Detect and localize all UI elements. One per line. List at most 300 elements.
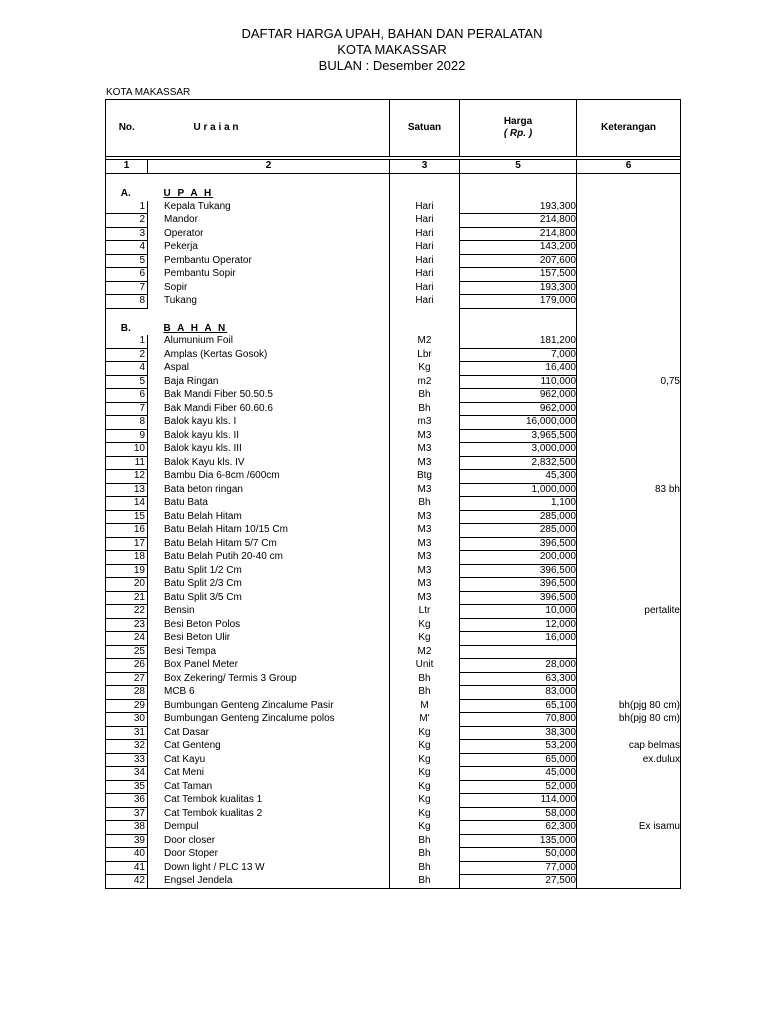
table-row bbox=[106, 632, 681, 646]
item-note: ex.dulux bbox=[577, 753, 681, 767]
item-price: 2,832,500 bbox=[460, 456, 577, 470]
item-name: Bumbungan Genteng Zincalume polos bbox=[164, 713, 335, 724]
item-unit: Bh bbox=[390, 834, 460, 848]
item-name: Batu Split 1/2 Cm bbox=[164, 564, 242, 576]
table-row bbox=[106, 848, 681, 862]
header-harga-unit: ( Rp. ) bbox=[503, 128, 533, 139]
document-city: KOTA MAKASSAR bbox=[337, 42, 447, 57]
item-price: 1,000,000 bbox=[460, 483, 577, 497]
item-number: 24 bbox=[106, 632, 148, 646]
item-unit: M3 bbox=[390, 551, 460, 565]
item-name: Besi Beton Ulir bbox=[164, 632, 231, 643]
spacer-cell bbox=[390, 308, 460, 323]
item-unit: M3 bbox=[390, 429, 460, 443]
item-price: 143,200 bbox=[460, 241, 577, 255]
item-name: Pembantu Operator bbox=[164, 254, 252, 266]
item-number: 11 bbox=[106, 456, 148, 470]
item-number: 35 bbox=[106, 780, 148, 794]
item-note bbox=[577, 524, 681, 538]
item-name: Kepala Tukang bbox=[164, 200, 231, 212]
item-number: 42 bbox=[106, 875, 148, 889]
item-unit: Kg bbox=[390, 794, 460, 808]
item-unit: Kg bbox=[390, 362, 460, 376]
item-unit: Kg bbox=[390, 632, 460, 646]
column-number: 3 bbox=[390, 160, 460, 174]
spacer-cell bbox=[106, 174, 148, 189]
item-number: 18 bbox=[106, 551, 148, 565]
item-unit: Bh bbox=[390, 389, 460, 403]
table-row bbox=[106, 551, 681, 565]
item-note: Ex isamu bbox=[577, 821, 681, 835]
item-note bbox=[577, 861, 681, 875]
table-row bbox=[106, 713, 681, 727]
spacer-cell bbox=[577, 174, 681, 189]
table-row bbox=[106, 443, 681, 457]
item-note bbox=[577, 456, 681, 470]
section-code: B. bbox=[106, 323, 148, 336]
item-name: Engsel Jendela bbox=[148, 875, 390, 889]
item-note: 0,75 bbox=[577, 375, 681, 389]
item-price: 1,100 bbox=[460, 497, 577, 511]
spacer-cell bbox=[460, 308, 577, 323]
table-row bbox=[106, 794, 681, 808]
item-number: 1 bbox=[106, 201, 148, 214]
header-keterangan: Keterangan bbox=[577, 100, 681, 157]
item-number: 7 bbox=[106, 281, 148, 295]
item-number: 27 bbox=[106, 672, 148, 686]
item-unit: Ltr bbox=[390, 605, 460, 619]
section-unit bbox=[390, 188, 460, 201]
document-title: DAFTAR HARGA UPAH, BAHAN DAN PERALATAN bbox=[241, 26, 543, 41]
item-name: Cat Genteng bbox=[164, 740, 221, 751]
item-price: 10,000 bbox=[460, 605, 577, 619]
item-note bbox=[577, 214, 681, 228]
spacer-cell bbox=[390, 174, 460, 189]
item-unit: Unit bbox=[390, 659, 460, 673]
item-price: 65,100 bbox=[460, 699, 577, 713]
item-unit: M bbox=[390, 699, 460, 713]
item-name: Batu Belah Hitam 5/7 Cm bbox=[164, 537, 277, 549]
item-note bbox=[577, 726, 681, 740]
table-row bbox=[106, 578, 681, 592]
item-price: 12,000 bbox=[460, 618, 577, 632]
item-note: 83 bh bbox=[577, 483, 681, 497]
item-number: 19 bbox=[106, 564, 148, 578]
item-unit: Lbr bbox=[390, 348, 460, 362]
item-name: Balok kayu kls. II bbox=[164, 429, 240, 441]
item-price: 7,000 bbox=[460, 348, 577, 362]
item-name: Box Panel Meter bbox=[164, 659, 238, 670]
item-name: Alumunium Foil bbox=[164, 335, 233, 347]
item-number: 8 bbox=[106, 295, 148, 309]
item-number: 5 bbox=[106, 254, 148, 268]
item-number: 39 bbox=[106, 834, 148, 848]
column-number: 6 bbox=[577, 160, 681, 174]
item-unit: Bh bbox=[390, 848, 460, 862]
item-number: 4 bbox=[106, 241, 148, 255]
table-header-row bbox=[106, 100, 681, 157]
section-price bbox=[460, 323, 577, 336]
document-month: BULAN : Desember 2022 bbox=[318, 58, 466, 73]
item-name: Balok kayu kls. I bbox=[164, 416, 237, 427]
item-unit: Kg bbox=[390, 780, 460, 794]
item-note: pertalite bbox=[577, 605, 681, 619]
item-unit: Kg bbox=[390, 618, 460, 632]
item-number: 2 bbox=[106, 348, 148, 362]
item-name: Door Stoper bbox=[164, 848, 218, 859]
item-note bbox=[577, 335, 681, 348]
table-row bbox=[106, 470, 681, 484]
item-note bbox=[577, 470, 681, 484]
table-row bbox=[106, 416, 681, 430]
item-unit: Kg bbox=[390, 821, 460, 835]
table-row bbox=[106, 254, 681, 268]
item-number: 8 bbox=[106, 416, 148, 430]
item-unit: Kg bbox=[390, 753, 460, 767]
spacer-cell bbox=[106, 308, 148, 323]
table-row bbox=[106, 875, 681, 889]
item-price bbox=[460, 645, 577, 659]
header-harga-label: Harga bbox=[503, 115, 533, 127]
spacer-cell bbox=[460, 174, 577, 189]
item-note bbox=[577, 362, 681, 376]
item-name: Tukang bbox=[164, 295, 197, 306]
table-row bbox=[106, 591, 681, 605]
item-price: 16,000 bbox=[460, 632, 577, 646]
item-number: 31 bbox=[106, 726, 148, 740]
table-row bbox=[106, 241, 681, 255]
item-name: Cat Taman bbox=[164, 780, 213, 792]
section-code: A. bbox=[106, 188, 148, 201]
section-row bbox=[106, 323, 681, 336]
header-satuan: Satuan bbox=[390, 100, 460, 157]
item-number: 7 bbox=[106, 402, 148, 416]
item-number: 12 bbox=[106, 470, 148, 484]
item-name: Bambu Dia 6-8cm /600cm bbox=[164, 470, 280, 481]
item-note bbox=[577, 672, 681, 686]
item-number: 40 bbox=[106, 848, 148, 862]
table-row bbox=[106, 645, 681, 659]
item-unit: Kg bbox=[390, 740, 460, 754]
table-row bbox=[106, 726, 681, 740]
table-row bbox=[106, 686, 681, 700]
item-price: 27,500 bbox=[460, 875, 577, 889]
table-row bbox=[106, 605, 681, 619]
table-row bbox=[106, 295, 681, 309]
table-row bbox=[106, 780, 681, 794]
item-unit: Btg bbox=[390, 470, 460, 484]
item-name: Bumbungan Genteng Zincalume Pasir bbox=[164, 699, 334, 711]
item-unit: M3 bbox=[390, 456, 460, 470]
item-price: 3,000,000 bbox=[460, 443, 577, 457]
item-unit: M3 bbox=[390, 510, 460, 524]
item-name: MCB 6 bbox=[164, 686, 195, 697]
header-harga bbox=[460, 100, 577, 157]
item-name: Cat Kayu bbox=[164, 753, 206, 765]
item-number: 28 bbox=[106, 686, 148, 700]
item-number: 3 bbox=[106, 227, 148, 241]
table-row bbox=[106, 753, 681, 767]
item-unit: Hari bbox=[390, 227, 460, 241]
column-number: 2 bbox=[148, 160, 390, 174]
item-unit: Bh bbox=[390, 686, 460, 700]
item-note bbox=[577, 429, 681, 443]
item-number: 20 bbox=[106, 578, 148, 592]
item-name: Box Zekering/ Termis 3 Group bbox=[164, 672, 297, 684]
item-note bbox=[577, 780, 681, 794]
item-number: 9 bbox=[106, 429, 148, 443]
item-note bbox=[577, 564, 681, 578]
item-number: 30 bbox=[106, 713, 148, 727]
item-note bbox=[577, 443, 681, 457]
item-unit: M3 bbox=[390, 483, 460, 497]
table-row bbox=[106, 348, 681, 362]
item-name: Cat Tembok kualitas 2 bbox=[164, 807, 263, 819]
item-note bbox=[577, 848, 681, 862]
item-unit: Kg bbox=[390, 726, 460, 740]
item-unit: M' bbox=[390, 713, 460, 727]
item-note bbox=[577, 295, 681, 309]
item-number: 23 bbox=[106, 618, 148, 632]
table-row bbox=[106, 659, 681, 673]
item-price: 77,000 bbox=[460, 861, 577, 875]
item-name: Pembantu Sopir bbox=[164, 268, 236, 279]
item-price: 58,000 bbox=[460, 807, 577, 821]
item-unit: Hari bbox=[390, 281, 460, 295]
table-row bbox=[106, 807, 681, 821]
item-price: 179,000 bbox=[460, 295, 577, 309]
item-note bbox=[577, 281, 681, 295]
item-name: Baja Ringan bbox=[164, 375, 219, 387]
item-price: 157,500 bbox=[460, 268, 577, 282]
item-number: 6 bbox=[106, 389, 148, 403]
table-row bbox=[106, 402, 681, 416]
table-row bbox=[106, 456, 681, 470]
table-row bbox=[106, 510, 681, 524]
item-price: 396,500 bbox=[460, 591, 577, 605]
item-note bbox=[577, 834, 681, 848]
item-unit: Kg bbox=[390, 807, 460, 821]
item-number: 22 bbox=[106, 605, 148, 619]
item-price: 181,200 bbox=[460, 335, 577, 348]
item-name: Batu Bata bbox=[164, 497, 208, 508]
item-price: 207,600 bbox=[460, 254, 577, 268]
item-note bbox=[577, 618, 681, 632]
item-unit: M3 bbox=[390, 591, 460, 605]
table-row bbox=[106, 281, 681, 295]
item-note bbox=[577, 591, 681, 605]
item-unit: M3 bbox=[390, 578, 460, 592]
item-number: 38 bbox=[106, 821, 148, 835]
item-name: Aspal bbox=[164, 362, 190, 373]
item-note bbox=[577, 497, 681, 511]
item-number: 21 bbox=[106, 591, 148, 605]
table-row bbox=[106, 740, 681, 754]
table-body bbox=[106, 174, 681, 889]
column-number: 5 bbox=[460, 160, 577, 174]
item-name: Balok kayu kls. III bbox=[164, 443, 242, 454]
item-price: 28,000 bbox=[460, 659, 577, 673]
table-row bbox=[106, 564, 681, 578]
item-unit: Hari bbox=[390, 268, 460, 282]
table-row bbox=[106, 537, 681, 551]
item-number: 5 bbox=[106, 375, 148, 389]
item-unit: Hari bbox=[390, 295, 460, 309]
item-name: Cat Dasar bbox=[164, 726, 210, 738]
item-note: bh(pjg 80 cm) bbox=[577, 713, 681, 727]
item-name: Batu Belah Putih 20-40 cm bbox=[164, 551, 283, 562]
table-row bbox=[106, 375, 681, 389]
item-name: Door closer bbox=[164, 834, 216, 846]
item-price: 70,800 bbox=[460, 713, 577, 727]
table-row bbox=[106, 618, 681, 632]
item-name: Amplas (Kertas Gosok) bbox=[164, 348, 268, 360]
item-number: 41 bbox=[106, 861, 148, 875]
item-unit: M3 bbox=[390, 524, 460, 538]
header-no: No. bbox=[106, 100, 148, 157]
item-number: 1 bbox=[106, 335, 148, 348]
item-unit: Hari bbox=[390, 241, 460, 255]
item-note bbox=[577, 807, 681, 821]
item-price: 214,800 bbox=[460, 214, 577, 228]
column-number-row bbox=[106, 160, 681, 174]
table-row bbox=[106, 389, 681, 403]
item-price: 52,000 bbox=[460, 780, 577, 794]
item-unit: m3 bbox=[390, 416, 460, 430]
item-price: 396,500 bbox=[460, 564, 577, 578]
section-title: U P A H bbox=[163, 188, 214, 199]
item-price: 65,000 bbox=[460, 753, 577, 767]
item-price: 53,200 bbox=[460, 740, 577, 754]
item-note bbox=[577, 794, 681, 808]
table-row bbox=[106, 227, 681, 241]
item-name: Pekerja bbox=[164, 241, 198, 252]
item-note bbox=[577, 402, 681, 416]
item-note bbox=[577, 510, 681, 524]
table-row bbox=[106, 821, 681, 835]
item-price: 200,000 bbox=[460, 551, 577, 565]
table-row bbox=[106, 524, 681, 538]
item-price: 45,300 bbox=[460, 470, 577, 484]
item-name: Cat Tembok kualitas 1 bbox=[164, 794, 263, 805]
item-price: 63,300 bbox=[460, 672, 577, 686]
item-number: 14 bbox=[106, 497, 148, 511]
item-number: 25 bbox=[106, 645, 148, 659]
item-unit: M3 bbox=[390, 443, 460, 457]
item-note bbox=[577, 389, 681, 403]
section-note bbox=[577, 188, 681, 201]
item-price: 193,300 bbox=[460, 281, 577, 295]
item-price: 962,000 bbox=[460, 389, 577, 403]
item-price: 214,800 bbox=[460, 227, 577, 241]
item-note bbox=[577, 659, 681, 673]
item-name: Batu Split 2/3 Cm bbox=[164, 578, 242, 589]
item-number: 32 bbox=[106, 740, 148, 754]
table-row bbox=[106, 483, 681, 497]
item-price: 114,000 bbox=[460, 794, 577, 808]
item-note bbox=[577, 875, 681, 889]
item-unit: m2 bbox=[390, 375, 460, 389]
table-row bbox=[106, 834, 681, 848]
item-note bbox=[577, 254, 681, 268]
item-price: 38,300 bbox=[460, 726, 577, 740]
item-price: 110,000 bbox=[460, 375, 577, 389]
item-number: 33 bbox=[106, 753, 148, 767]
table-row bbox=[106, 335, 681, 348]
item-number: 2 bbox=[106, 214, 148, 228]
item-number: 6 bbox=[106, 268, 148, 282]
item-name: Cat Meni bbox=[164, 767, 205, 778]
section-price bbox=[460, 188, 577, 201]
item-unit: Bh bbox=[390, 402, 460, 416]
column-number: 1 bbox=[106, 160, 148, 174]
item-price: 396,500 bbox=[460, 537, 577, 551]
item-unit: Hari bbox=[390, 201, 460, 214]
spacer-row bbox=[106, 308, 681, 323]
header-uraian: U r a i a n bbox=[148, 100, 390, 157]
item-price: 285,000 bbox=[460, 524, 577, 538]
item-note bbox=[577, 645, 681, 659]
item-number: 15 bbox=[106, 510, 148, 524]
table-row bbox=[106, 497, 681, 511]
item-unit: Bh bbox=[390, 497, 460, 511]
spacer-cell bbox=[148, 174, 390, 189]
item-unit: M2 bbox=[390, 645, 460, 659]
item-name: Batu Belah Hitam bbox=[164, 510, 242, 522]
item-name: Batu Belah Hitam 10/15 Cm bbox=[164, 524, 288, 535]
spacer-cell bbox=[577, 308, 681, 323]
item-note bbox=[577, 551, 681, 565]
table-row bbox=[106, 214, 681, 228]
item-number: 34 bbox=[106, 767, 148, 781]
item-unit: Hari bbox=[390, 214, 460, 228]
item-note: bh(pjg 80 cm) bbox=[577, 699, 681, 713]
item-price: 50,000 bbox=[460, 848, 577, 862]
item-name: Operator bbox=[164, 227, 204, 239]
item-number: 17 bbox=[106, 537, 148, 551]
table-row bbox=[106, 861, 681, 875]
spacer-cell bbox=[148, 308, 390, 323]
price-table bbox=[105, 99, 681, 889]
table-row bbox=[106, 268, 681, 282]
item-note bbox=[577, 767, 681, 781]
item-unit: Kg bbox=[390, 767, 460, 781]
item-price: 285,000 bbox=[460, 510, 577, 524]
item-note bbox=[577, 268, 681, 282]
item-note bbox=[577, 686, 681, 700]
item-note bbox=[577, 241, 681, 255]
spacer-row bbox=[106, 174, 681, 189]
item-price: 45,000 bbox=[460, 767, 577, 781]
table-row bbox=[106, 767, 681, 781]
item-note bbox=[577, 416, 681, 430]
item-name: Bata beton ringan bbox=[164, 483, 243, 495]
item-note: cap belmas bbox=[577, 740, 681, 754]
item-price: 962,000 bbox=[460, 402, 577, 416]
item-note bbox=[577, 201, 681, 214]
item-price: 62,300 bbox=[460, 821, 577, 835]
item-price: 16,000,000 bbox=[460, 416, 577, 430]
item-unit: Hari bbox=[390, 254, 460, 268]
item-unit: Bh bbox=[390, 861, 460, 875]
table-row bbox=[106, 362, 681, 376]
item-name: Bak Mandi Fiber 50.50.5 bbox=[164, 389, 273, 400]
item-unit: M2 bbox=[390, 335, 460, 348]
item-unit: M3 bbox=[390, 564, 460, 578]
item-unit: Bh bbox=[390, 672, 460, 686]
item-name: Besi Tempa bbox=[164, 645, 217, 657]
item-price: 16,400 bbox=[460, 362, 577, 376]
